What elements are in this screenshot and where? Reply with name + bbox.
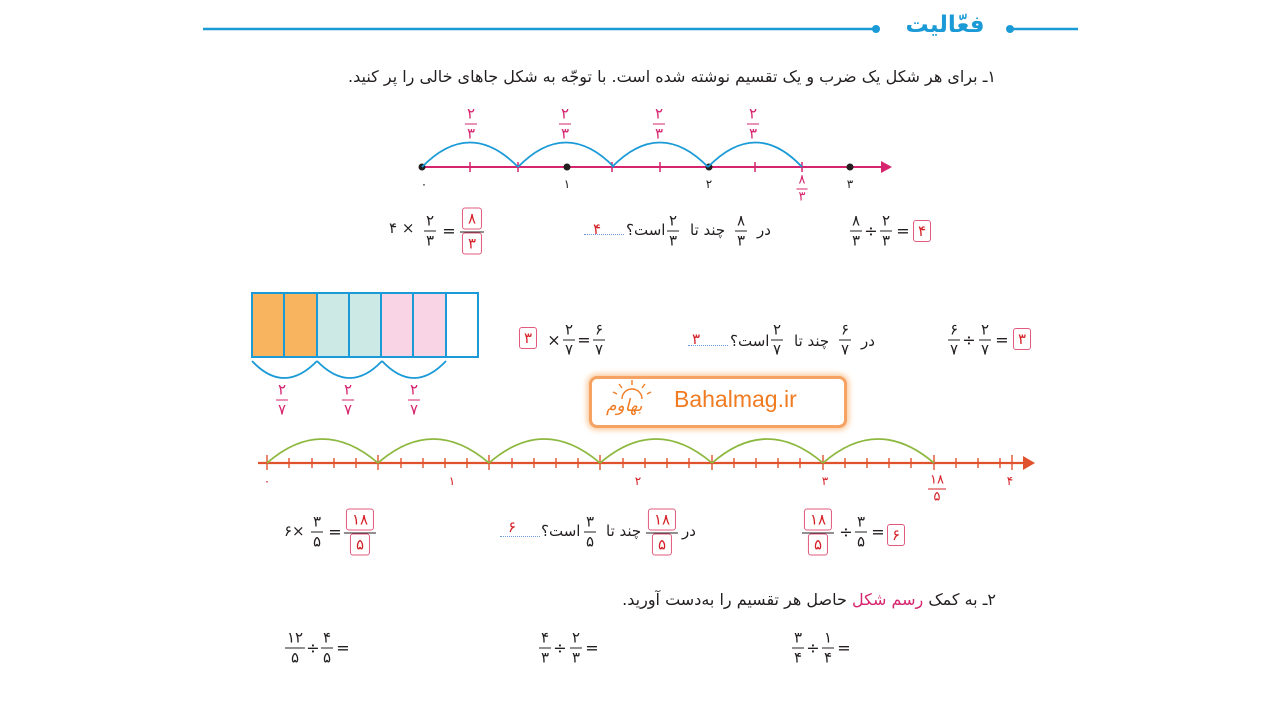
mult-c-eq: = <box>328 522 342 542</box>
question-a-suffix: است؟ <box>626 221 666 239</box>
question-a-f2: ۲ ۳ <box>668 211 678 250</box>
header-title: فعّالیت <box>905 12 985 38</box>
q2-instruction-post: حاصل هر تقسیم را به‌دست آورید. <box>622 590 847 609</box>
tick-a-3: ۳ <box>846 177 854 191</box>
division-c-op: ÷ <box>839 522 853 542</box>
bar-label-3: ۲ ۷ <box>409 380 419 419</box>
mult-b-answer: ۳ <box>519 327 537 349</box>
tick-a-0: ۰ <box>420 177 428 191</box>
mult-b-op: × <box>547 330 561 350</box>
q2-p1-eq: = <box>336 638 350 658</box>
question-a-middle: چند تا <box>690 221 726 239</box>
division-c-f2: ۳ ۵ <box>856 512 866 551</box>
mult-c-frac: ۳ ۵ <box>312 512 322 551</box>
question-c-f2: ۳ ۵ <box>585 512 595 551</box>
bar-label-1: ۲ ۷ <box>277 380 287 419</box>
mult-a-answer: ۸ ۳ <box>462 208 482 255</box>
tick-c-2: ۲ <box>634 474 642 488</box>
question-c-prefix: در <box>682 522 696 540</box>
division-a-f2: ۲ ۳ <box>881 211 891 250</box>
end-label-c: ۱۸ ۵ <box>930 472 944 505</box>
question-c-f1: ۱۸ ۵ <box>648 509 676 556</box>
division-b-f1: ۶ ۷ <box>949 320 959 359</box>
division-b-op: ÷ <box>962 330 976 350</box>
question-c-middle: چند تا <box>606 522 642 540</box>
mult-b-f2: ۶ ۷ <box>594 320 604 359</box>
question-a-f1: ۸ ۳ <box>736 211 746 250</box>
q2-p1-op: ÷ <box>306 638 320 658</box>
q2-instruction-highlight: رسم شکل <box>852 590 924 609</box>
tick-c-0: ۰ <box>263 474 271 488</box>
tick-c-1: ۱ <box>448 474 456 488</box>
question-b-prefix: در <box>861 332 875 350</box>
q2-p3-eq: = <box>837 638 851 658</box>
division-c-answer: ۶ <box>887 524 905 546</box>
mult-b-eq: = <box>577 330 591 350</box>
jump-label-a-3: ۲ ۳ <box>654 104 664 143</box>
division-c-f1: ۱۸ ۵ <box>804 509 832 556</box>
bar-label-2: ۲ ۷ <box>343 380 353 419</box>
tick-c-3: ۳ <box>821 474 829 488</box>
jump-label-a-2: ۲ ۳ <box>560 104 570 143</box>
mult-a-lhs: ۴ × <box>389 219 415 237</box>
tick-a-2: ۲ <box>705 177 713 191</box>
division-a-op: ÷ <box>864 221 878 241</box>
mult-b-f1: ۲ ۷ <box>564 320 574 359</box>
q2-p2-f1: ۴ ۳ <box>540 628 550 667</box>
question-b-suffix: است؟ <box>730 332 770 350</box>
division-b-f2: ۲ ۷ <box>980 320 990 359</box>
question-c-answer: ۶ <box>508 518 517 536</box>
mult-c-answer: ۱۸ ۵ <box>346 509 374 556</box>
question-c-suffix: است؟ <box>541 522 581 540</box>
division-a-f1: ۸ ۳ <box>851 211 861 250</box>
mult-a-eq: = <box>442 221 456 241</box>
division-a-answer: ۴ <box>913 220 931 242</box>
tick-a-1: ۱ <box>563 177 571 191</box>
question-b-f1: ۶ ۷ <box>840 320 850 359</box>
q2-p3-f1: ۳ ۴ <box>793 628 803 667</box>
question-a-answer: ۴ <box>593 220 602 238</box>
tick-c-4: ۴ <box>1006 474 1014 488</box>
question-b-middle: چند تا <box>794 332 830 350</box>
end-label-a: ۸ ۳ <box>798 172 806 205</box>
logo-text: بهاوم <box>606 396 643 416</box>
mult-a-frac: ۲ ۳ <box>425 211 435 250</box>
q2-p2-op: ÷ <box>553 638 567 658</box>
question-b-answer: ۳ <box>692 330 701 348</box>
division-c-eq: = <box>871 522 885 542</box>
q2-instruction <box>622 590 996 609</box>
jump-label-a-1: ۲ ۳ <box>466 104 476 143</box>
division-a-eq: = <box>896 221 910 241</box>
q2-p2-eq: = <box>585 638 599 658</box>
q2-p1-f1: ۱۲ ۵ <box>286 628 304 667</box>
q2-p2-f2: ۲ ۳ <box>571 628 581 667</box>
q2-p3-op: ÷ <box>806 638 820 658</box>
division-b-eq: = <box>995 330 1009 350</box>
q2-p3-f2: ۱ ۴ <box>823 628 833 667</box>
question-a-prefix: در <box>757 221 771 239</box>
q2-instruction-pre: ۲ـ به کمک <box>928 590 996 609</box>
question-c-blank <box>500 536 540 537</box>
q2-p1-f2: ۴ ۵ <box>322 628 332 667</box>
q1-instruction: ۱ـ برای هر شکل یک ضرب و یک تقسیم نوشته شده است. با توجّه به شکل جاهای خالی را پر کنید. <box>348 67 996 86</box>
mult-c-lhs: ۶× <box>284 522 305 540</box>
question-b-f2: ۲ ۷ <box>772 320 782 359</box>
division-b-answer: ۳ <box>1013 328 1031 350</box>
jump-label-a-4: ۲ ۳ <box>748 104 758 143</box>
watermark-site: Bahalmag.ir <box>674 386 797 412</box>
